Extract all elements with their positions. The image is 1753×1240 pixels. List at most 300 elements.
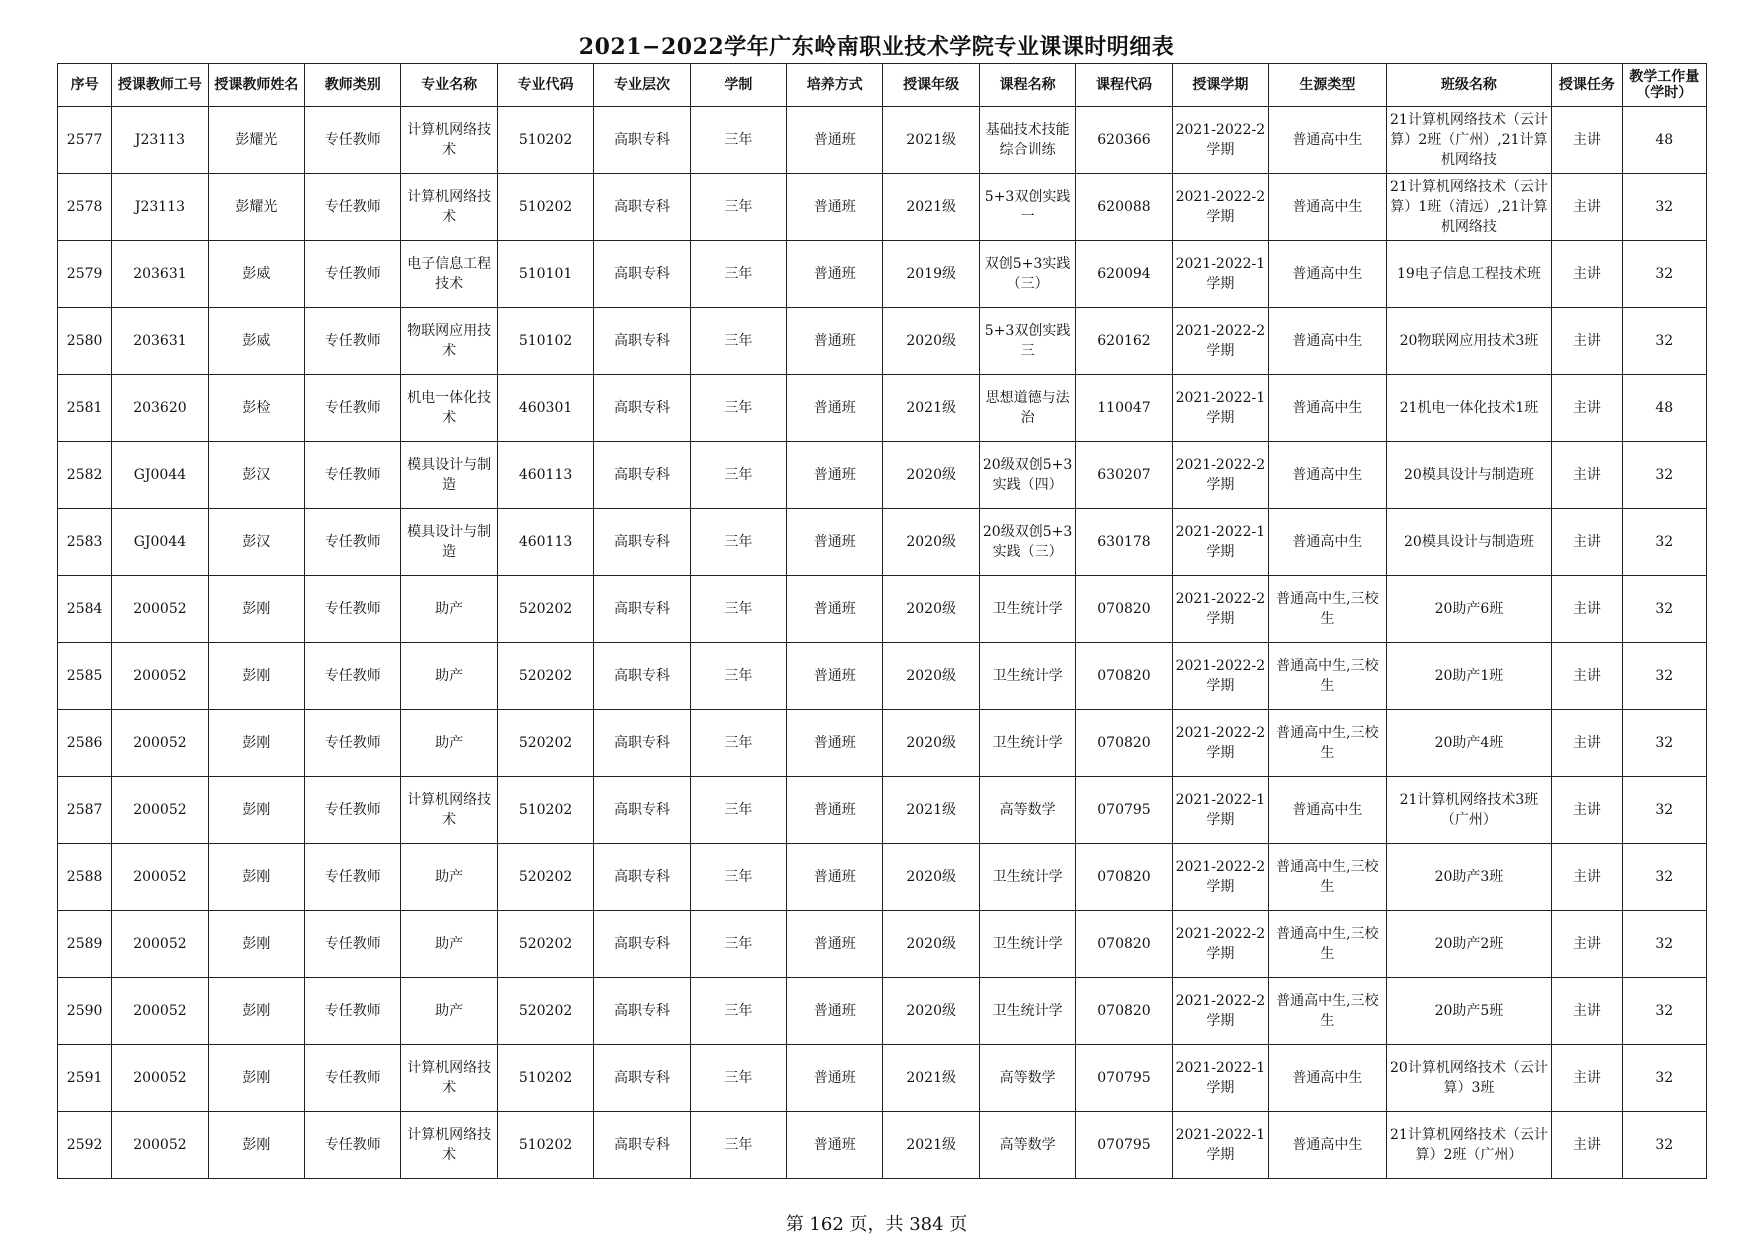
cell-text: 专任教师 <box>324 467 381 483</box>
cell-text: 2021级 <box>906 400 956 416</box>
cell-text: 三年 <box>724 668 753 684</box>
cell-text: 三年 <box>724 735 753 751</box>
cell-text: 520202 <box>518 735 573 751</box>
table-cell <box>1172 576 1268 643</box>
cell-text: 2021-2022-2学期 <box>1175 993 1266 1029</box>
table-cell <box>1076 576 1172 643</box>
table-cell <box>112 174 208 241</box>
cell-text: 高职专科 <box>613 1003 670 1019</box>
cell-text: 2020级 <box>906 936 956 952</box>
cell-text: 普通高中生,三校生 <box>1276 725 1379 761</box>
cell-text: 2579 <box>66 266 103 282</box>
table-cell <box>1269 107 1386 174</box>
cell-text: 20模具设计与制造班 <box>1404 467 1534 483</box>
table-cell <box>1172 1112 1268 1179</box>
table-cell <box>208 911 304 978</box>
table-cell <box>1172 978 1268 1045</box>
cell-text: 20物联网应用技术3班 <box>1399 333 1539 349</box>
cell-text: 2021级 <box>906 1070 956 1086</box>
table-cell <box>1386 978 1552 1045</box>
table-cell <box>594 978 690 1045</box>
table-cell <box>979 978 1075 1045</box>
column-header: 授课年级 <box>883 64 979 107</box>
cell-text: 三年 <box>724 802 753 818</box>
table-cell <box>594 174 690 241</box>
table-cell <box>208 710 304 777</box>
table-cell <box>401 777 497 844</box>
column-header: 课程名称 <box>979 64 1075 107</box>
table-cell <box>58 509 112 576</box>
table-cell <box>112 777 208 844</box>
table-cell <box>883 174 979 241</box>
cell-text: 彭刚 <box>242 601 271 617</box>
table-cell <box>594 911 690 978</box>
cell-text: 21计算机网络技术3班（广州） <box>1399 792 1539 828</box>
table-cell <box>305 576 401 643</box>
cell-text: 模具设计与制造 <box>407 457 492 493</box>
table-cell <box>497 911 593 978</box>
table-cell <box>1552 777 1622 844</box>
cell-text: 普通高中生 <box>1292 1070 1363 1086</box>
table-cell <box>979 308 1075 375</box>
cell-text: 普通高中生 <box>1292 333 1363 349</box>
cell-text: 2020级 <box>906 534 956 550</box>
cell-text: 520202 <box>518 668 573 684</box>
table-cell <box>1076 710 1172 777</box>
cell-text: 彭刚 <box>242 869 271 885</box>
cell-text: 20助产6班 <box>1434 601 1504 617</box>
cell-text: 2020级 <box>906 735 956 751</box>
table-cell <box>497 844 593 911</box>
cell-text: 高职专科 <box>613 467 670 483</box>
table-cell <box>112 442 208 509</box>
table-row <box>58 241 1707 308</box>
table-cell <box>1172 509 1268 576</box>
table-cell <box>401 442 497 509</box>
table-cell <box>1386 241 1552 308</box>
table-cell <box>1552 710 1622 777</box>
cell-text: 5+3双创实践一 <box>984 189 1071 225</box>
table-cell <box>1269 978 1386 1045</box>
table-cell <box>1622 844 1706 911</box>
table-row <box>58 107 1707 174</box>
table-cell <box>1386 308 1552 375</box>
table-cell <box>787 1112 883 1179</box>
table-cell <box>1269 241 1386 308</box>
cell-text: 彭刚 <box>242 802 271 818</box>
cell-text: 三年 <box>724 333 753 349</box>
cell-text: 高等数学 <box>999 1137 1056 1153</box>
cell-text: 高职专科 <box>613 534 670 550</box>
cell-text: 专任教师 <box>324 735 381 751</box>
table-cell <box>979 710 1075 777</box>
cell-text: 彭刚 <box>242 936 271 952</box>
cell-text: 070820 <box>1097 936 1151 952</box>
cell-text: 模具设计与制造 <box>407 524 492 560</box>
cell-text: 2577 <box>66 132 103 148</box>
table-cell <box>690 1112 786 1179</box>
table-row <box>58 442 1707 509</box>
table-cell <box>1076 107 1172 174</box>
column-header: 专业层次 <box>594 64 690 107</box>
cell-text: 彭刚 <box>242 735 271 751</box>
table-cell <box>1269 442 1386 509</box>
cell-text: 20级双创5+3实践（四） <box>982 457 1073 493</box>
cell-text: 计算机网络技术 <box>407 792 492 828</box>
table-cell <box>1386 375 1552 442</box>
table-cell <box>305 777 401 844</box>
cell-text: 主讲 <box>1572 802 1601 818</box>
cell-text: 普通班 <box>813 869 856 885</box>
table-cell <box>208 643 304 710</box>
table-cell <box>787 107 883 174</box>
cell-text: 普通班 <box>813 1137 856 1153</box>
cell-text: 2021级 <box>906 1137 956 1153</box>
table-cell <box>690 911 786 978</box>
table-cell <box>208 174 304 241</box>
table-cell <box>1622 643 1706 710</box>
cell-text: 高职专科 <box>613 400 670 416</box>
table-cell <box>305 174 401 241</box>
table-row <box>58 978 1707 1045</box>
table-row <box>58 174 1707 241</box>
table-cell <box>1172 107 1268 174</box>
table-cell <box>690 308 786 375</box>
cell-text: 20模具设计与制造班 <box>1404 534 1534 550</box>
cell-text: 普通高中生,三校生 <box>1276 591 1379 627</box>
column-header: 专业代码 <box>497 64 593 107</box>
cell-text: 2020级 <box>906 869 956 885</box>
column-header: 授课教师姓名 <box>208 64 304 107</box>
cell-text: 200052 <box>133 1070 187 1086</box>
table-cell <box>690 174 786 241</box>
cell-text: 200052 <box>133 936 187 952</box>
table-cell <box>690 442 786 509</box>
table-cell <box>58 911 112 978</box>
cell-text: 630178 <box>1097 534 1151 550</box>
table-cell <box>979 643 1075 710</box>
cell-text: 20助产4班 <box>1434 735 1504 751</box>
table-cell <box>58 777 112 844</box>
cell-text: 2021-2022-1学期 <box>1175 256 1266 292</box>
cell-text: 彭耀光 <box>235 132 278 148</box>
table-cell <box>1076 1045 1172 1112</box>
table-cell <box>112 308 208 375</box>
cell-text: 2588 <box>66 869 103 885</box>
cell-text: 普通班 <box>813 266 856 282</box>
table-cell <box>787 844 883 911</box>
table-cell <box>690 375 786 442</box>
table-row <box>58 509 1707 576</box>
table-cell <box>979 844 1075 911</box>
cell-text: 200052 <box>133 1137 187 1153</box>
table-cell <box>594 241 690 308</box>
table-cell <box>208 509 304 576</box>
cell-text: 专任教师 <box>324 601 381 617</box>
table-cell <box>1552 1112 1622 1179</box>
table-cell <box>305 241 401 308</box>
page-title: 2021−2022学年广东岭南职业技术学院专业课课时明细表 <box>578 34 1175 60</box>
table-cell <box>1622 1045 1706 1112</box>
table-cell <box>1269 710 1386 777</box>
table-cell <box>112 576 208 643</box>
table-cell <box>883 107 979 174</box>
table-cell <box>883 509 979 576</box>
table-cell <box>690 509 786 576</box>
cell-text: 普通高中生 <box>1292 467 1363 483</box>
cell-text: 三年 <box>724 1137 753 1153</box>
table-cell <box>1076 844 1172 911</box>
cell-text: 三年 <box>724 601 753 617</box>
cell-text: 高职专科 <box>613 735 670 751</box>
table-cell <box>112 911 208 978</box>
table-cell <box>979 576 1075 643</box>
table-cell <box>787 375 883 442</box>
table-cell <box>1552 375 1622 442</box>
table-cell <box>497 978 593 1045</box>
cell-text: 彭刚 <box>242 1003 271 1019</box>
table-cell <box>1622 107 1706 174</box>
table-row <box>58 777 1707 844</box>
table-cell <box>1076 1112 1172 1179</box>
cell-text: 主讲 <box>1572 132 1601 148</box>
cell-text: 普通班 <box>813 400 856 416</box>
table-cell <box>594 509 690 576</box>
table-cell <box>58 1045 112 1112</box>
cell-text: 620162 <box>1097 333 1151 349</box>
cell-text: 主讲 <box>1572 735 1601 751</box>
cell-text: 高等数学 <box>999 802 1056 818</box>
table-cell <box>1076 375 1172 442</box>
cell-text: 070795 <box>1097 802 1151 818</box>
cell-text: 19电子信息工程技术班 <box>1397 266 1541 282</box>
cell-text: 三年 <box>724 467 753 483</box>
cell-text: 普通班 <box>813 668 856 684</box>
table-cell <box>690 777 786 844</box>
cell-text: 32 <box>1655 802 1674 818</box>
cell-text: 三年 <box>724 936 753 952</box>
cell-text: 专任教师 <box>324 1070 381 1086</box>
table-cell <box>208 777 304 844</box>
cell-text: 高职专科 <box>613 1070 670 1086</box>
table-cell <box>1076 911 1172 978</box>
table-cell <box>1622 576 1706 643</box>
cell-text: 普通班 <box>813 1003 856 1019</box>
table-header <box>58 64 1707 107</box>
table-cell <box>208 375 304 442</box>
cell-text: 普通高中生 <box>1292 802 1363 818</box>
cell-text: 20助产5班 <box>1434 1003 1504 1019</box>
table-cell <box>594 442 690 509</box>
cell-text: 2021-2022-2学期 <box>1175 457 1266 493</box>
table-cell <box>401 978 497 1045</box>
table-cell <box>1172 375 1268 442</box>
cell-text: 2590 <box>66 1003 103 1019</box>
cell-text: 32 <box>1655 668 1674 684</box>
cell-text: 2585 <box>66 668 103 684</box>
cell-text: 21计算机网络技术（云计算）1班（清远）,21计算机网络技 <box>1390 179 1548 235</box>
column-header: 授课学期 <box>1172 64 1268 107</box>
cell-text: 070795 <box>1097 1137 1151 1153</box>
table-cell <box>1386 576 1552 643</box>
table-cell <box>594 777 690 844</box>
table-cell <box>401 844 497 911</box>
cell-text: 普通班 <box>813 735 856 751</box>
table-cell <box>787 777 883 844</box>
table-cell <box>208 442 304 509</box>
cell-text: 主讲 <box>1572 1070 1601 1086</box>
table-cell <box>787 174 883 241</box>
table-cell <box>401 241 497 308</box>
cell-text: 2020级 <box>906 333 956 349</box>
cell-text: 203620 <box>133 400 187 416</box>
cell-text: 高职专科 <box>613 802 670 818</box>
table-cell <box>497 1112 593 1179</box>
table-cell <box>1076 308 1172 375</box>
table-cell <box>1622 710 1706 777</box>
cell-text: 彭刚 <box>242 668 271 684</box>
column-header: 课程代码 <box>1076 64 1172 107</box>
cell-text: GJ0044 <box>133 534 187 550</box>
cell-text: 32 <box>1655 735 1674 751</box>
table-cell <box>1552 1045 1622 1112</box>
table-cell <box>1172 710 1268 777</box>
table-cell <box>305 710 401 777</box>
table-cell <box>208 576 304 643</box>
column-header: 班级名称 <box>1386 64 1552 107</box>
cell-text: 520202 <box>518 1003 573 1019</box>
cell-text: 32 <box>1655 1003 1674 1019</box>
table-cell <box>497 442 593 509</box>
column-header: 授课任务 <box>1552 64 1622 107</box>
cell-text: 三年 <box>724 132 753 148</box>
table-cell <box>979 174 1075 241</box>
table-cell <box>594 1112 690 1179</box>
column-header: 授课教师工号 <box>112 64 208 107</box>
table-row <box>58 1045 1707 1112</box>
table-cell <box>497 643 593 710</box>
table-cell <box>1552 978 1622 1045</box>
table-cell <box>58 576 112 643</box>
cell-text: J23113 <box>134 199 185 215</box>
cell-text: 专任教师 <box>324 400 381 416</box>
table-cell <box>497 174 593 241</box>
cell-text: 520202 <box>518 869 573 885</box>
table-cell <box>883 844 979 911</box>
cell-text: 32 <box>1655 601 1674 617</box>
cell-text: 2021级 <box>906 199 956 215</box>
table-cell <box>690 576 786 643</box>
cell-text: 460113 <box>518 534 573 550</box>
cell-text: 普通班 <box>813 1070 856 1086</box>
table-cell <box>594 375 690 442</box>
cell-text: 普通高中生,三校生 <box>1276 993 1379 1029</box>
column-header: 学制 <box>690 64 786 107</box>
table-cell <box>112 844 208 911</box>
table-cell <box>883 241 979 308</box>
cell-text: 计算机网络技术 <box>407 1060 492 1096</box>
cell-text: 520202 <box>518 601 573 617</box>
table-cell <box>58 442 112 509</box>
cell-text: 520202 <box>518 936 573 952</box>
cell-text: 主讲 <box>1572 534 1601 550</box>
table-cell <box>58 107 112 174</box>
table-cell <box>112 1112 208 1179</box>
cell-text: 彭汉 <box>242 467 271 483</box>
column-header: 生源类型 <box>1269 64 1386 107</box>
table-cell <box>1076 174 1172 241</box>
cell-text: 专任教师 <box>324 802 381 818</box>
cell-text: 460113 <box>518 467 573 483</box>
table-cell <box>208 978 304 1045</box>
cell-text: 高职专科 <box>613 936 670 952</box>
table-cell <box>1386 911 1552 978</box>
cell-text: 2021-2022-1学期 <box>1175 792 1266 828</box>
cell-text: 计算机网络技术 <box>407 189 492 225</box>
cell-text: 主讲 <box>1572 467 1601 483</box>
cell-text: 20级双创5+3实践（三） <box>982 524 1073 560</box>
table-cell <box>1386 777 1552 844</box>
cell-text: 2578 <box>66 199 103 215</box>
table-cell <box>1622 1112 1706 1179</box>
table-cell <box>1552 844 1622 911</box>
cell-text: 普通班 <box>813 936 856 952</box>
cell-text: 卫生统计学 <box>992 668 1063 684</box>
cell-text: 普通高中生 <box>1292 266 1363 282</box>
cell-text: 彭刚 <box>242 1070 271 1086</box>
table-cell <box>1622 241 1706 308</box>
cell-text: 200052 <box>133 735 187 751</box>
cell-text: 070820 <box>1097 601 1151 617</box>
cell-text: 32 <box>1655 1070 1674 1086</box>
cell-text: 2591 <box>66 1070 103 1086</box>
table-cell <box>305 911 401 978</box>
cell-text: 助产 <box>435 1003 464 1019</box>
cell-text: 彭刚 <box>242 1137 271 1153</box>
cell-text: 助产 <box>435 668 464 684</box>
cell-text: 普通班 <box>813 467 856 483</box>
table-cell <box>1269 844 1386 911</box>
cell-text: 2021-2022-2学期 <box>1175 323 1266 359</box>
table-cell <box>401 643 497 710</box>
table-cell <box>883 710 979 777</box>
cell-text: 32 <box>1655 266 1674 282</box>
cell-text: 普通高中生 <box>1292 400 1363 416</box>
cell-text: 专任教师 <box>324 668 381 684</box>
table-cell <box>883 308 979 375</box>
cell-text: 三年 <box>724 199 753 215</box>
table-cell <box>594 643 690 710</box>
table-cell <box>787 978 883 1045</box>
cell-text: 助产 <box>435 869 464 885</box>
table-cell <box>1172 308 1268 375</box>
table-cell <box>305 844 401 911</box>
cell-text: 普通高中生,三校生 <box>1276 859 1379 895</box>
cell-text: 三年 <box>724 1070 753 1086</box>
cell-text: 高职专科 <box>613 199 670 215</box>
table-cell <box>112 509 208 576</box>
table-cell <box>497 241 593 308</box>
cell-text: 32 <box>1655 936 1674 952</box>
cell-text: 普通高中生 <box>1292 132 1363 148</box>
cell-text: 高职专科 <box>613 333 670 349</box>
cell-text: 普通高中生,三校生 <box>1276 926 1379 962</box>
cell-text: 203631 <box>133 266 187 282</box>
table-cell <box>594 710 690 777</box>
table-cell <box>979 1112 1075 1179</box>
table-cell <box>112 643 208 710</box>
column-header: 培养方式 <box>787 64 883 107</box>
